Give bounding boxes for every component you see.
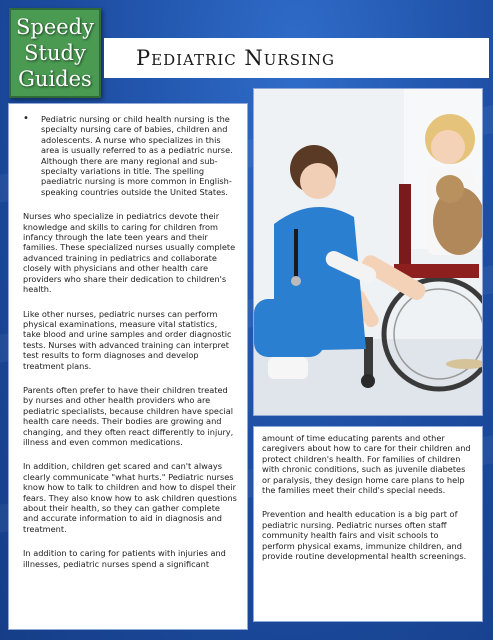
right-text-panel	[253, 426, 483, 622]
paragraph: Prevention and health education is a big part of pediatric nursing. Pediatric nurses often staff community health fairs and visit schools to perform physical exams, immunize children, and provide routine developmental health screenings.	[262, 509, 467, 562]
logo-line-3: Guides	[18, 67, 92, 91]
paragraph: Like other nurses, pediatric nurses can perform physical examinations, measure vital statistics, take blood and urine samples and order diagnostic tests. Nurses with advanced training can interpret test results to form diagnoses and develop treatment plans.	[23, 308, 232, 371]
paragraph: In addition to caring for patients with injuries and illnesses, pediatric nurses spend a significant	[23, 548, 226, 569]
paragraph: In addition, children get scared and can't always clearly communicate "what hurts." Pediatric nurses know how to talk to children and how to dispel their fears. They also know how to ask children questions about their health, so they can gather complete and accurate information to aid in diagnosis and treatment.	[23, 461, 237, 534]
left-text-panel	[8, 103, 248, 630]
nurse-photo	[253, 88, 483, 416]
paragraph: • Pediatric nursing or child health nursing is the specialty nursing care of babies, children and adolescents. A nurse who specializes in this area is usually referred to as a pediatric nurse. Although there are many regional and sub-specialty variations in title. The spelling paediatric nursing is more common in English-speaking countries outside the United States.	[23, 114, 237, 197]
paragraph: amount of time educating parents and other caregivers about how to care for their children and protect children's health. For families of children with chronic conditions, such as juvenile diabetes or paralysis, they design home care plans to help the families meet their child's special needs.	[262, 433, 471, 496]
nurse-with-child-illustration	[254, 89, 483, 416]
paragraph: Parents often prefer to have their children treated by nurses and other health providers who are pediatric specialists, because children have special health care needs. Their bodies are growing and changing, and they often react differently to injury, illness and even common medications.	[23, 384, 234, 447]
paragraph: Nurses who specialize in pediatrics devote their knowledge and skills to caring for children from infancy through the late teen years and their families. These specialized nurses usually complete advanced training in pediatrics and collaborate closely with physicians and other health care providers who share their dedication to children's health.	[23, 211, 236, 295]
speedy-study-guides-logo	[9, 8, 101, 98]
page-title: Pediatric Nursing	[136, 46, 336, 70]
title-bar	[104, 38, 489, 78]
logo-line-1: Speedy	[16, 15, 94, 39]
logo-line-2: Study	[24, 41, 86, 65]
